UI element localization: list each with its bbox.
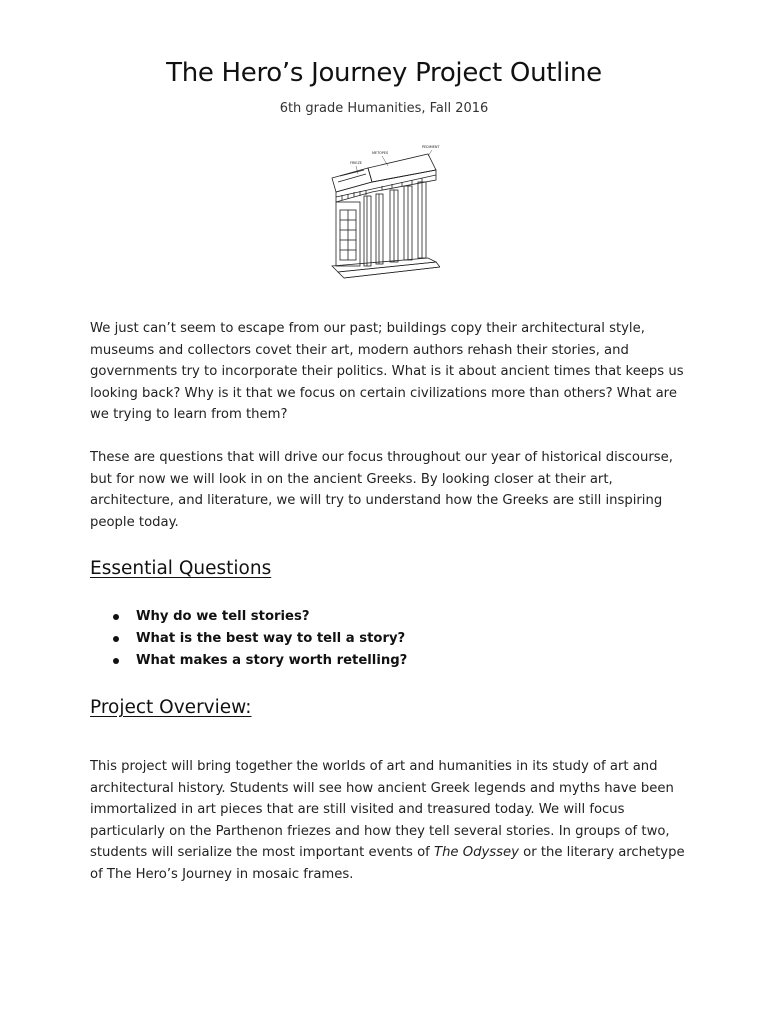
bullet-icon: [113, 658, 119, 664]
overview-text-part2: or the literary archetype of The Hero’s Journey in mosaic frames.: [90, 845, 685, 882]
list-item: [110, 628, 407, 650]
project-overview-heading: Project Overview:: [90, 697, 252, 718]
question-text: What is the best way to tell a story?: [136, 631, 406, 646]
project-overview-paragraph: [90, 756, 690, 886]
bullet-icon: [113, 614, 119, 620]
list-item: [110, 650, 407, 672]
figure-label-metopes: METOPES: [372, 151, 389, 155]
intro-paragraph-1: We just can’t seem to escape from our past; buildings copy their architectural style, museums and collectors covet their art, modern authors rehash their stories, and governments try to incorporate their politics. What is it about ancient times that keeps us looking back? Why is it that we focus on certain civilizations more than others? What are we trying to learn from them?: [90, 321, 684, 423]
intro-paragraph-2: These are questions that will drive our focus throughout our year of historical discourse, but for now we will look in on the ancient Greeks. By looking closer at their art, architecture, and literature, we will try to understand how the Greeks are still inspiring people today.: [90, 450, 673, 530]
parthenon-illustration: [328, 140, 440, 288]
essential-questions-list: [110, 606, 407, 672]
list-item: [110, 606, 407, 628]
question-text: What makes a story worth retelling?: [136, 653, 408, 668]
figure-label-pediment: PEDIMENT: [422, 145, 440, 149]
bullet-icon: [113, 636, 119, 642]
overview-text-part1: This project will bring together the worlds of art and humanities in its study of art and architectural history. Students will see how ancient Greek legends and myths have been immortalized in art pieces that are still visited and treasured today. We will focus particularly on the Parthenon friezes and how they tell several stories. In groups of two, students will serialize the most important events of: [90, 759, 674, 861]
overview-text-italic: The Odyssey: [434, 845, 519, 861]
figure-label-frieze: FRIEZE: [350, 161, 362, 165]
page-title: The Hero’s Journey Project Outline: [166, 58, 602, 88]
page-subtitle: 6th grade Humanities, Fall 2016: [279, 101, 489, 116]
question-text: Why do we tell stories?: [136, 609, 310, 624]
essential-questions-heading: Essential Questions: [90, 558, 272, 579]
